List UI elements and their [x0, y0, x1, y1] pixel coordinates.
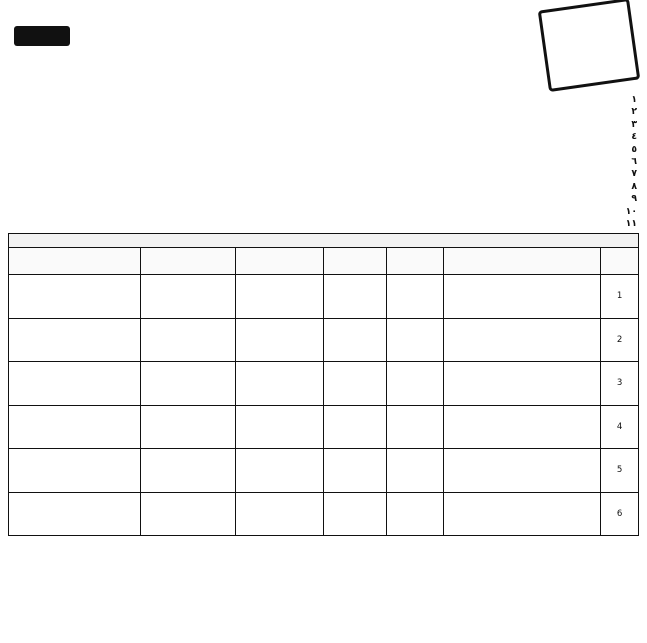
- cell-plate: [387, 318, 444, 362]
- col-header-account: [9, 248, 141, 275]
- notice-header: [8, 4, 639, 92]
- cell-row: 6: [601, 492, 639, 536]
- clause-item: [10, 144, 637, 156]
- clause-number: ٣: [631, 118, 637, 130]
- cell-deposit: [141, 492, 236, 536]
- clause-list: [10, 94, 637, 230]
- clause-number: ٢: [631, 106, 637, 118]
- cell-area: [324, 362, 387, 406]
- cell-base-price: [235, 275, 323, 319]
- round-badge: [14, 26, 70, 46]
- cell-base-price: [235, 318, 323, 362]
- clause-item: [10, 193, 637, 205]
- cell-base-price: [235, 405, 323, 449]
- cell-account: [9, 362, 141, 406]
- col-header-row: [601, 248, 639, 275]
- cell-area: [324, 275, 387, 319]
- clause-item: [10, 206, 637, 218]
- cell-area: [324, 492, 387, 536]
- cell-description: [443, 492, 601, 536]
- clause-number: ٨: [631, 180, 637, 192]
- cell-account: [9, 492, 141, 536]
- issuer-signature: [8, 542, 639, 560]
- cell-account: [9, 449, 141, 493]
- cell-description: [443, 362, 601, 406]
- clause-item: [10, 181, 637, 193]
- clause-item: [10, 119, 637, 131]
- cell-deposit: [141, 362, 236, 406]
- clause-item: [10, 131, 637, 143]
- cell-plate: [387, 449, 444, 493]
- notice-footer: [8, 538, 639, 572]
- cell-area: [324, 405, 387, 449]
- clause-number: ٩: [631, 193, 637, 205]
- cell-row: 1: [601, 275, 639, 319]
- col-header-plate: [387, 248, 444, 275]
- col-header-description: [443, 248, 601, 275]
- property-table: [8, 247, 639, 536]
- cell-plate: [387, 492, 444, 536]
- municipality-logo: [538, 0, 641, 92]
- clause-number: ٧: [631, 168, 637, 180]
- cell-row: 5: [601, 449, 639, 493]
- cell-plate: [387, 405, 444, 449]
- col-header-base-price: [235, 248, 323, 275]
- cell-base-price: [235, 362, 323, 406]
- table-row: [9, 275, 639, 319]
- cell-deposit: [141, 318, 236, 362]
- cell-account: [9, 318, 141, 362]
- table-row: [9, 405, 639, 449]
- cell-description: [443, 405, 601, 449]
- cell-area: [324, 318, 387, 362]
- clause-number: ٥: [631, 143, 637, 155]
- table-row: [9, 318, 639, 362]
- clause-item: [10, 218, 637, 230]
- title-block: [12, 6, 535, 64]
- cell-row: 4: [601, 405, 639, 449]
- clause-number: ٦: [631, 156, 637, 168]
- cell-base-price: [235, 492, 323, 536]
- clause-item: [10, 106, 637, 118]
- col-header-deposit: [141, 248, 236, 275]
- clause-number: ١٠: [625, 205, 637, 217]
- clause-number: ١١: [625, 218, 637, 230]
- clause-number: ١: [631, 94, 637, 105]
- cell-base-price: [235, 449, 323, 493]
- notice-title-line1: [12, 6, 535, 34]
- table-row: [9, 449, 639, 493]
- cell-deposit: [141, 405, 236, 449]
- clause-number: ٤: [631, 131, 637, 143]
- cell-plate: [387, 362, 444, 406]
- cell-deposit: [141, 275, 236, 319]
- cell-account: [9, 275, 141, 319]
- notice-title-line2: [12, 34, 535, 64]
- cell-plate: [387, 275, 444, 319]
- table-row: [9, 492, 639, 536]
- cell-description: [443, 449, 601, 493]
- table-header-row: [9, 248, 639, 275]
- cell-description: [443, 275, 601, 319]
- clause-item: [10, 168, 637, 180]
- cell-area: [324, 449, 387, 493]
- cell-description: [443, 318, 601, 362]
- cell-deposit: [141, 449, 236, 493]
- col-header-area: [324, 248, 387, 275]
- cell-account: [9, 405, 141, 449]
- table-caption: [8, 233, 639, 247]
- clause-item: [10, 94, 637, 106]
- cell-row: 2: [601, 318, 639, 362]
- table-row: [9, 362, 639, 406]
- clause-item: [10, 156, 637, 168]
- cell-row: 3: [601, 362, 639, 406]
